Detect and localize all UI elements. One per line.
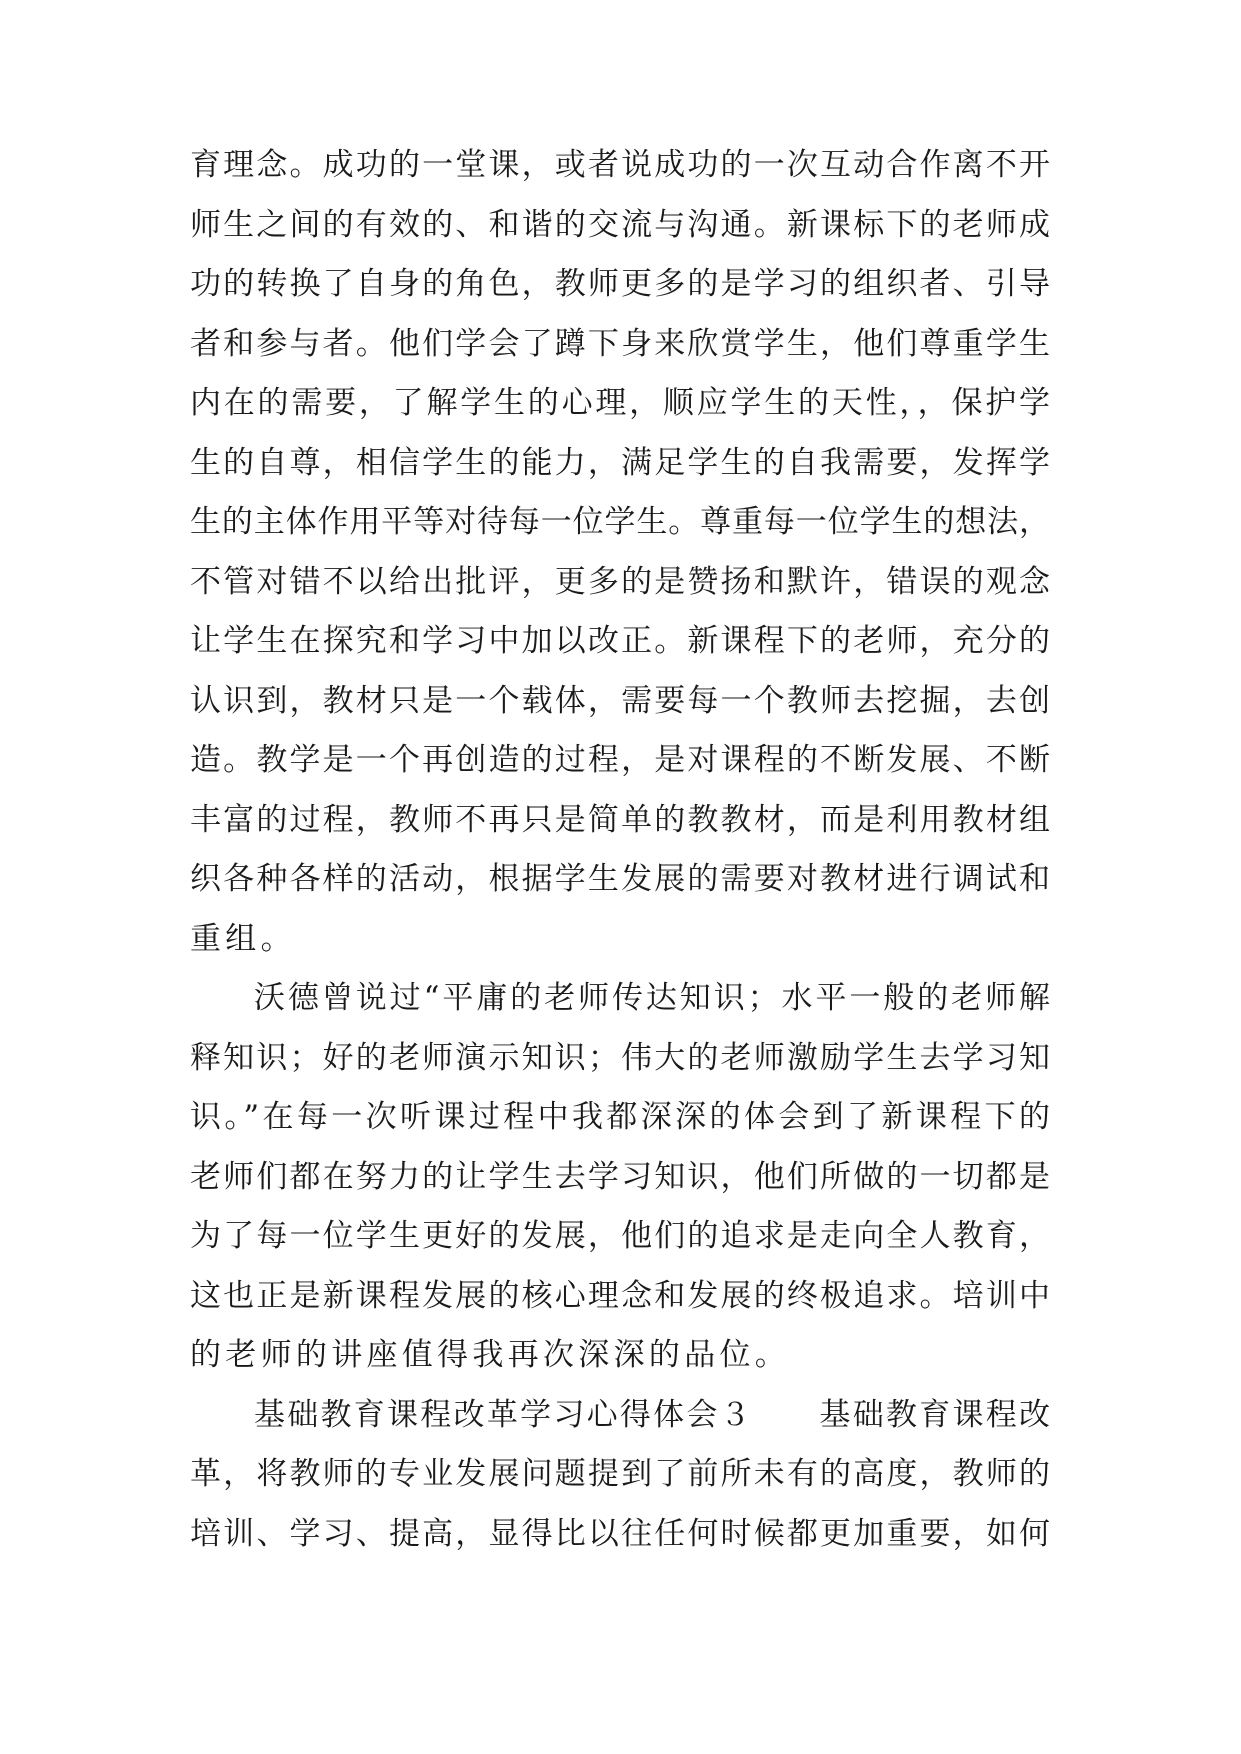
text-line: 织各种各样的活动，根据学生发展的需要对教材进行调试和 [190,861,1050,897]
paragraph-first-line: 基础教育课程改革学习心得体会３ 基础教育课程改 [254,1396,1050,1433]
text-line: 释知识；好的老师演示知识；伟大的老师激励学生去学习知 [190,1039,1050,1076]
text-line: 造。教学是一个再创造的过程，是对课程的不断发展、不断 [190,742,1050,778]
text-line: 师生之间的有效的、和谐的交流与沟通。新课标下的老师成 [190,206,1050,243]
text-line: 重组。 [190,920,296,957]
text-line: 育理念。成功的一堂课，或者说成功的一次互动合作离不开 [190,147,1050,183]
text-line: 培训、学习、提高，显得比以往任何时候都更加重要，如何 [190,1515,1050,1552]
text-line: 功的转换了自身的角色，教师更多的是学习的组织者、引导 [190,266,1050,302]
text-line: 让学生在探究和学习中加以改正。新课程下的老师，充分的 [190,623,1050,659]
text-line: 内在的需要，了解学生的心理，顺应学生的天性，，保护学 [190,385,1050,421]
text-line: 为了每一位学生更好的发展，他们的追求是走向全人教育， [190,1218,1050,1254]
text-line: 这也正是新课程发展的核心理念和发展的终极追求。培训中 [190,1277,1050,1314]
text-line: 者和参与者。他们学会了蹲下身来欣赏学生，他们尊重学生 [190,325,1050,362]
text-line: 生的自尊，相信学生的能力，满足学生的自我需要，发挥学 [190,444,1050,481]
paragraph-first-line: 沃德曾说过“平庸的老师传达知识；水平一般的老师解 [254,980,1050,1016]
text-line: 识。”在每一次听课过程中我都深深的体会到了新课程下的 [190,1099,1050,1135]
text-line: 生的主体作用平等对待每一位学生。尊重每一位学生的想法， [190,504,1050,540]
text-line: 丰富的过程，教师不再只是简单的教教材，而是利用教材组 [190,801,1050,838]
text-line: 革，将教师的专业发展问题提到了前所未有的高度，教师的 [190,1456,1050,1492]
text-line: 不管对错不以给出批评，更多的是赞扬和默许，错误的观念 [190,563,1050,600]
text-line: 老师们都在努力的让学生去学习知识，他们所做的一切都是 [190,1158,1050,1195]
text-line: 认识到，教材只是一个载体，需要每一个教师去挖掘，去创 [190,682,1050,719]
text-line: 的老师的讲座值得我再次深深的品位。 [190,1337,791,1373]
body-text [190,136,1050,1564]
